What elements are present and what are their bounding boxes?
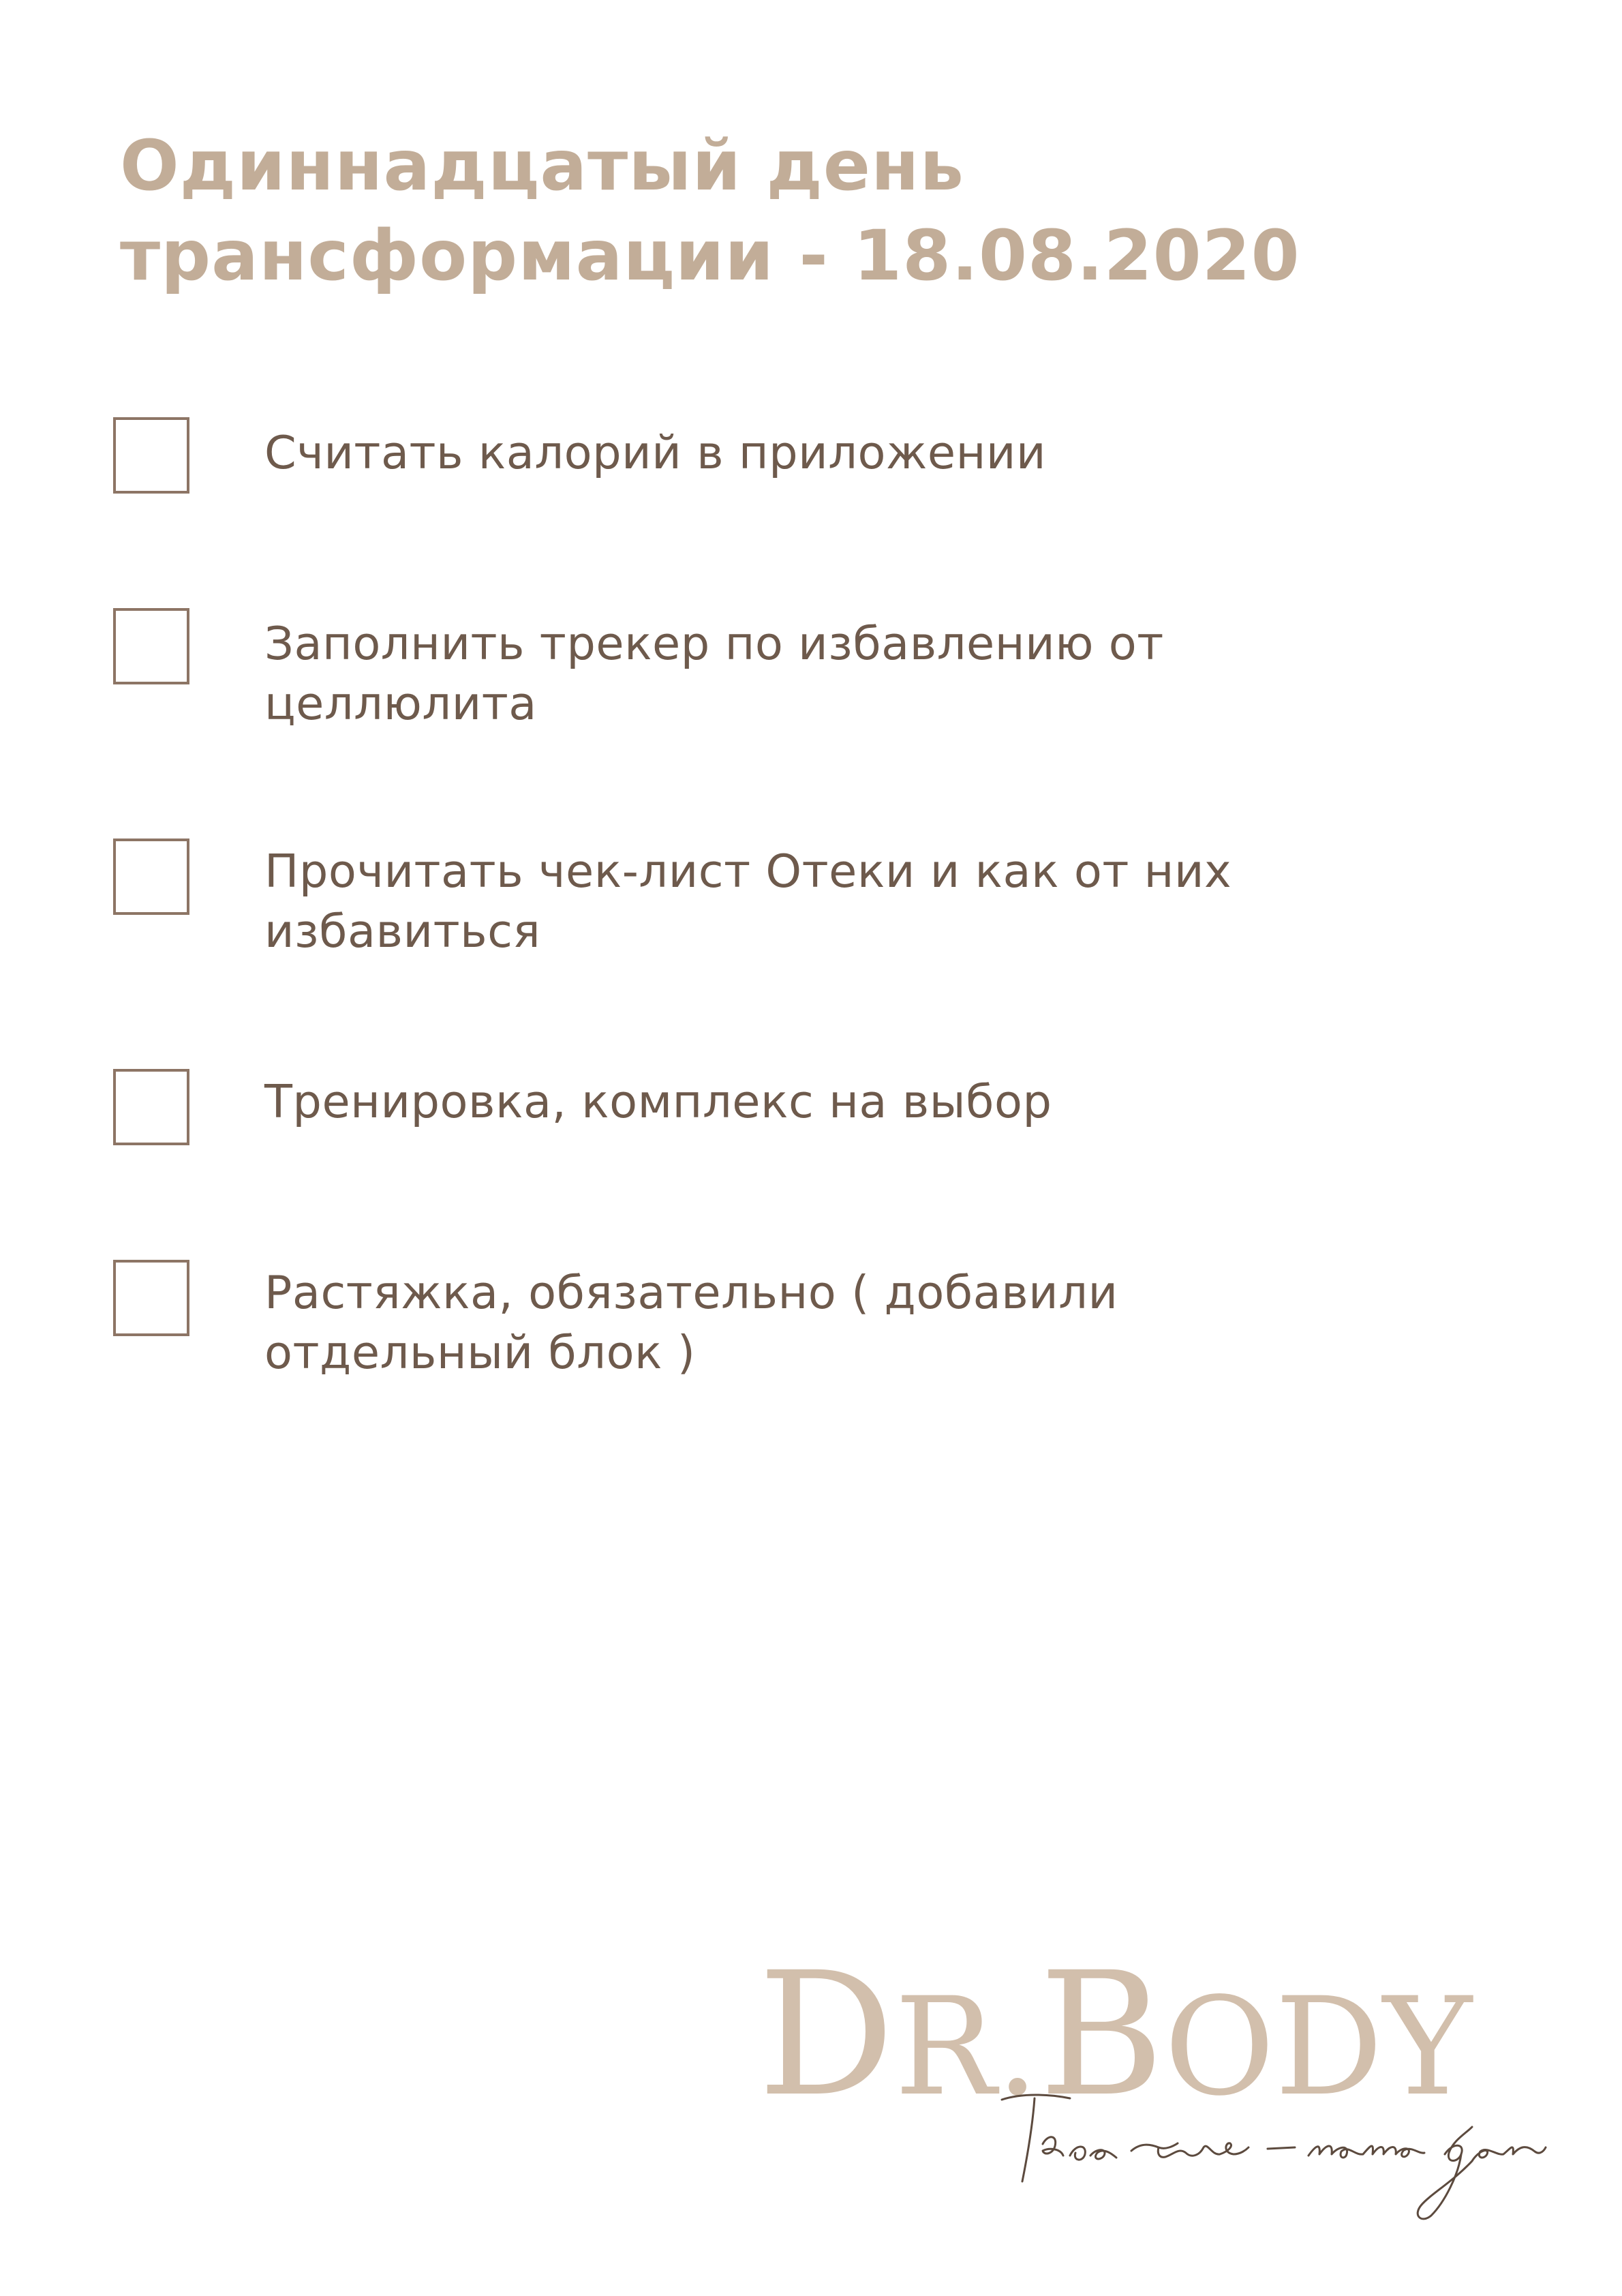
task-label-cellulite-tracker bbox=[264, 614, 1423, 734]
task-checkbox-workout[interactable] bbox=[113, 1069, 189, 1145]
task-checkbox-calories[interactable] bbox=[113, 417, 189, 494]
page-title-line-1: Одиннадцатый день bbox=[120, 125, 965, 207]
logo-letters: ODY bbox=[1164, 1968, 1472, 2126]
task-label-line: Тренировка, комплекс на выбор bbox=[264, 1075, 1052, 1128]
task-label-line: Заполнить трекер по избавлению от bbox=[264, 617, 1164, 670]
task-label-workout bbox=[264, 1072, 1423, 1132]
slogan-signature bbox=[995, 2079, 1554, 2229]
task-label-stretching bbox=[264, 1263, 1423, 1383]
task-checkbox-stretching[interactable] bbox=[113, 1260, 189, 1336]
logo-letter: B bbox=[1039, 1935, 1165, 2134]
logo-letter: D bbox=[758, 1935, 895, 2134]
page-title-line-2: трансформации - 18.08.2020 bbox=[120, 215, 1300, 297]
handwritten-slogan-icon bbox=[995, 2079, 1554, 2229]
task-label-edema-checklist bbox=[264, 841, 1423, 961]
task-checkbox-edema-checklist[interactable] bbox=[113, 839, 189, 915]
logo-letters: R. bbox=[894, 1968, 1039, 2126]
page-title bbox=[120, 121, 1415, 301]
task-label-line: Считать калорий в приложении bbox=[264, 426, 1047, 479]
task-label-line: Прочитать чек-лист Отеки и как от них bbox=[264, 845, 1232, 898]
task-label-line: избавиться bbox=[264, 905, 541, 958]
task-label-line: целлюлита bbox=[264, 677, 537, 730]
task-label-calories bbox=[264, 423, 1423, 483]
task-label-line: Растяжка, обязательно ( добавили bbox=[264, 1266, 1118, 1319]
task-label-line: отдельный блок ) bbox=[264, 1326, 696, 1379]
task-checkbox-cellulite-tracker[interactable] bbox=[113, 608, 189, 684]
